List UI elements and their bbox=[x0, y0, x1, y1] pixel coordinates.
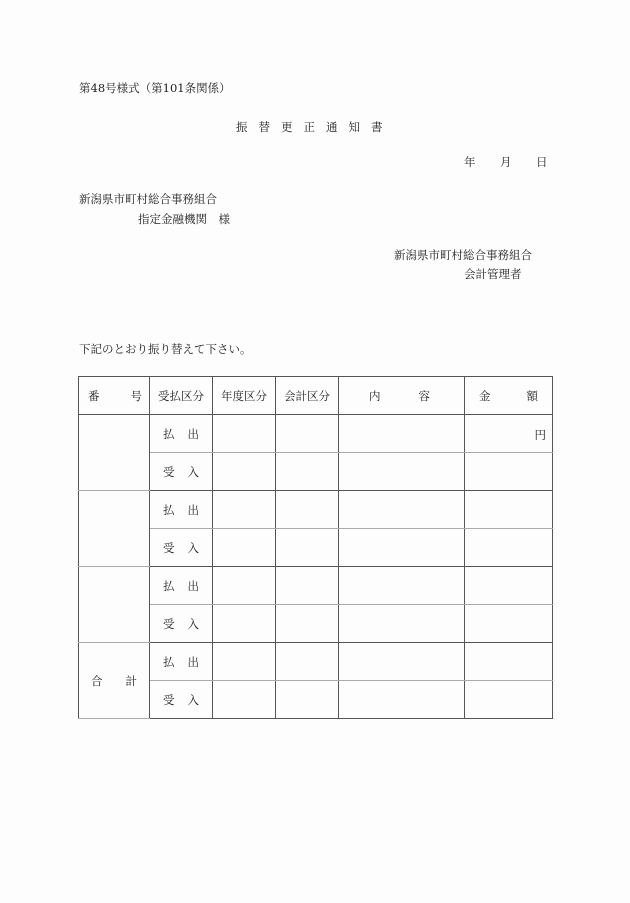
type-cell-receive: 受 入 bbox=[150, 605, 213, 643]
total-row bbox=[79, 643, 553, 681]
header-type: 受払区分 bbox=[150, 377, 213, 415]
header-account: 会計区分 bbox=[276, 377, 339, 415]
amount-cell[interactable] bbox=[465, 567, 553, 605]
fiscal-year-cell[interactable] bbox=[213, 491, 276, 529]
content-cell[interactable] bbox=[339, 453, 465, 491]
content-cell[interactable] bbox=[339, 681, 465, 719]
fiscal-year-cell[interactable] bbox=[213, 681, 276, 719]
header-fiscal-year: 年度区分 bbox=[213, 377, 276, 415]
account-cell[interactable] bbox=[276, 643, 339, 681]
amount-cell[interactable] bbox=[465, 415, 553, 453]
transfer-table bbox=[78, 376, 553, 719]
table-row bbox=[79, 567, 553, 605]
date-month: 月 bbox=[500, 155, 512, 169]
account-cell[interactable] bbox=[276, 491, 339, 529]
form-number: 第48号様式（第101条関係） bbox=[79, 81, 231, 95]
header-content: 内 容 bbox=[339, 377, 465, 415]
content-cell[interactable] bbox=[339, 491, 465, 529]
type-cell-pay: 払 出 bbox=[150, 491, 213, 529]
type-cell-receive: 受 入 bbox=[150, 529, 213, 567]
table-row bbox=[79, 491, 553, 529]
table-row bbox=[79, 415, 553, 453]
content-cell[interactable] bbox=[339, 643, 465, 681]
header-number: 番 号 bbox=[79, 377, 150, 415]
sender-org: 新潟県市町村総合事務組合 bbox=[394, 248, 532, 262]
amount-cell[interactable] bbox=[465, 529, 553, 567]
fiscal-year-cell[interactable] bbox=[213, 643, 276, 681]
total-row bbox=[79, 681, 553, 719]
date-year: 年 bbox=[464, 155, 476, 169]
content-cell[interactable] bbox=[339, 567, 465, 605]
number-cell[interactable] bbox=[79, 491, 150, 567]
account-cell[interactable] bbox=[276, 605, 339, 643]
amount-cell[interactable] bbox=[465, 605, 553, 643]
table-header-row bbox=[79, 377, 553, 415]
table-row bbox=[79, 605, 553, 643]
type-cell-pay: 払 出 bbox=[150, 643, 213, 681]
amount-cell[interactable] bbox=[465, 491, 553, 529]
fiscal-year-cell[interactable] bbox=[213, 415, 276, 453]
instruction-text: 下記のとおり振り替えて下さい。 bbox=[79, 342, 252, 356]
sender-title: 会計管理者 bbox=[464, 267, 522, 281]
content-cell[interactable] bbox=[339, 605, 465, 643]
recipient-name: 指定金融機関 様 bbox=[138, 212, 230, 226]
type-cell-receive: 受 入 bbox=[150, 681, 213, 719]
table-row bbox=[79, 529, 553, 567]
account-cell[interactable] bbox=[276, 415, 339, 453]
amount-cell[interactable] bbox=[465, 453, 553, 491]
document-title: 振替更正通知書 bbox=[236, 120, 394, 134]
header-amount: 金 額 bbox=[465, 377, 553, 415]
type-cell-pay: 払 出 bbox=[150, 567, 213, 605]
amount-cell[interactable] bbox=[465, 643, 553, 681]
account-cell[interactable] bbox=[276, 681, 339, 719]
table-row bbox=[79, 453, 553, 491]
type-cell-pay: 払 出 bbox=[150, 415, 213, 453]
fiscal-year-cell[interactable] bbox=[213, 605, 276, 643]
number-cell[interactable] bbox=[79, 415, 150, 491]
total-label: 合 計 bbox=[79, 643, 150, 719]
content-cell[interactable] bbox=[339, 415, 465, 453]
date-day: 日 bbox=[536, 155, 548, 169]
fiscal-year-cell[interactable] bbox=[213, 453, 276, 491]
type-cell-receive: 受 入 bbox=[150, 453, 213, 491]
amount-cell[interactable] bbox=[465, 681, 553, 719]
yen-unit: 円 bbox=[534, 427, 546, 442]
fiscal-year-cell[interactable] bbox=[213, 567, 276, 605]
content-cell[interactable] bbox=[339, 529, 465, 567]
recipient-org: 新潟県市町村総合事務組合 bbox=[79, 192, 217, 206]
number-cell[interactable] bbox=[79, 567, 150, 643]
fiscal-year-cell[interactable] bbox=[213, 529, 276, 567]
account-cell[interactable] bbox=[276, 453, 339, 491]
account-cell[interactable] bbox=[276, 567, 339, 605]
account-cell[interactable] bbox=[276, 529, 339, 567]
